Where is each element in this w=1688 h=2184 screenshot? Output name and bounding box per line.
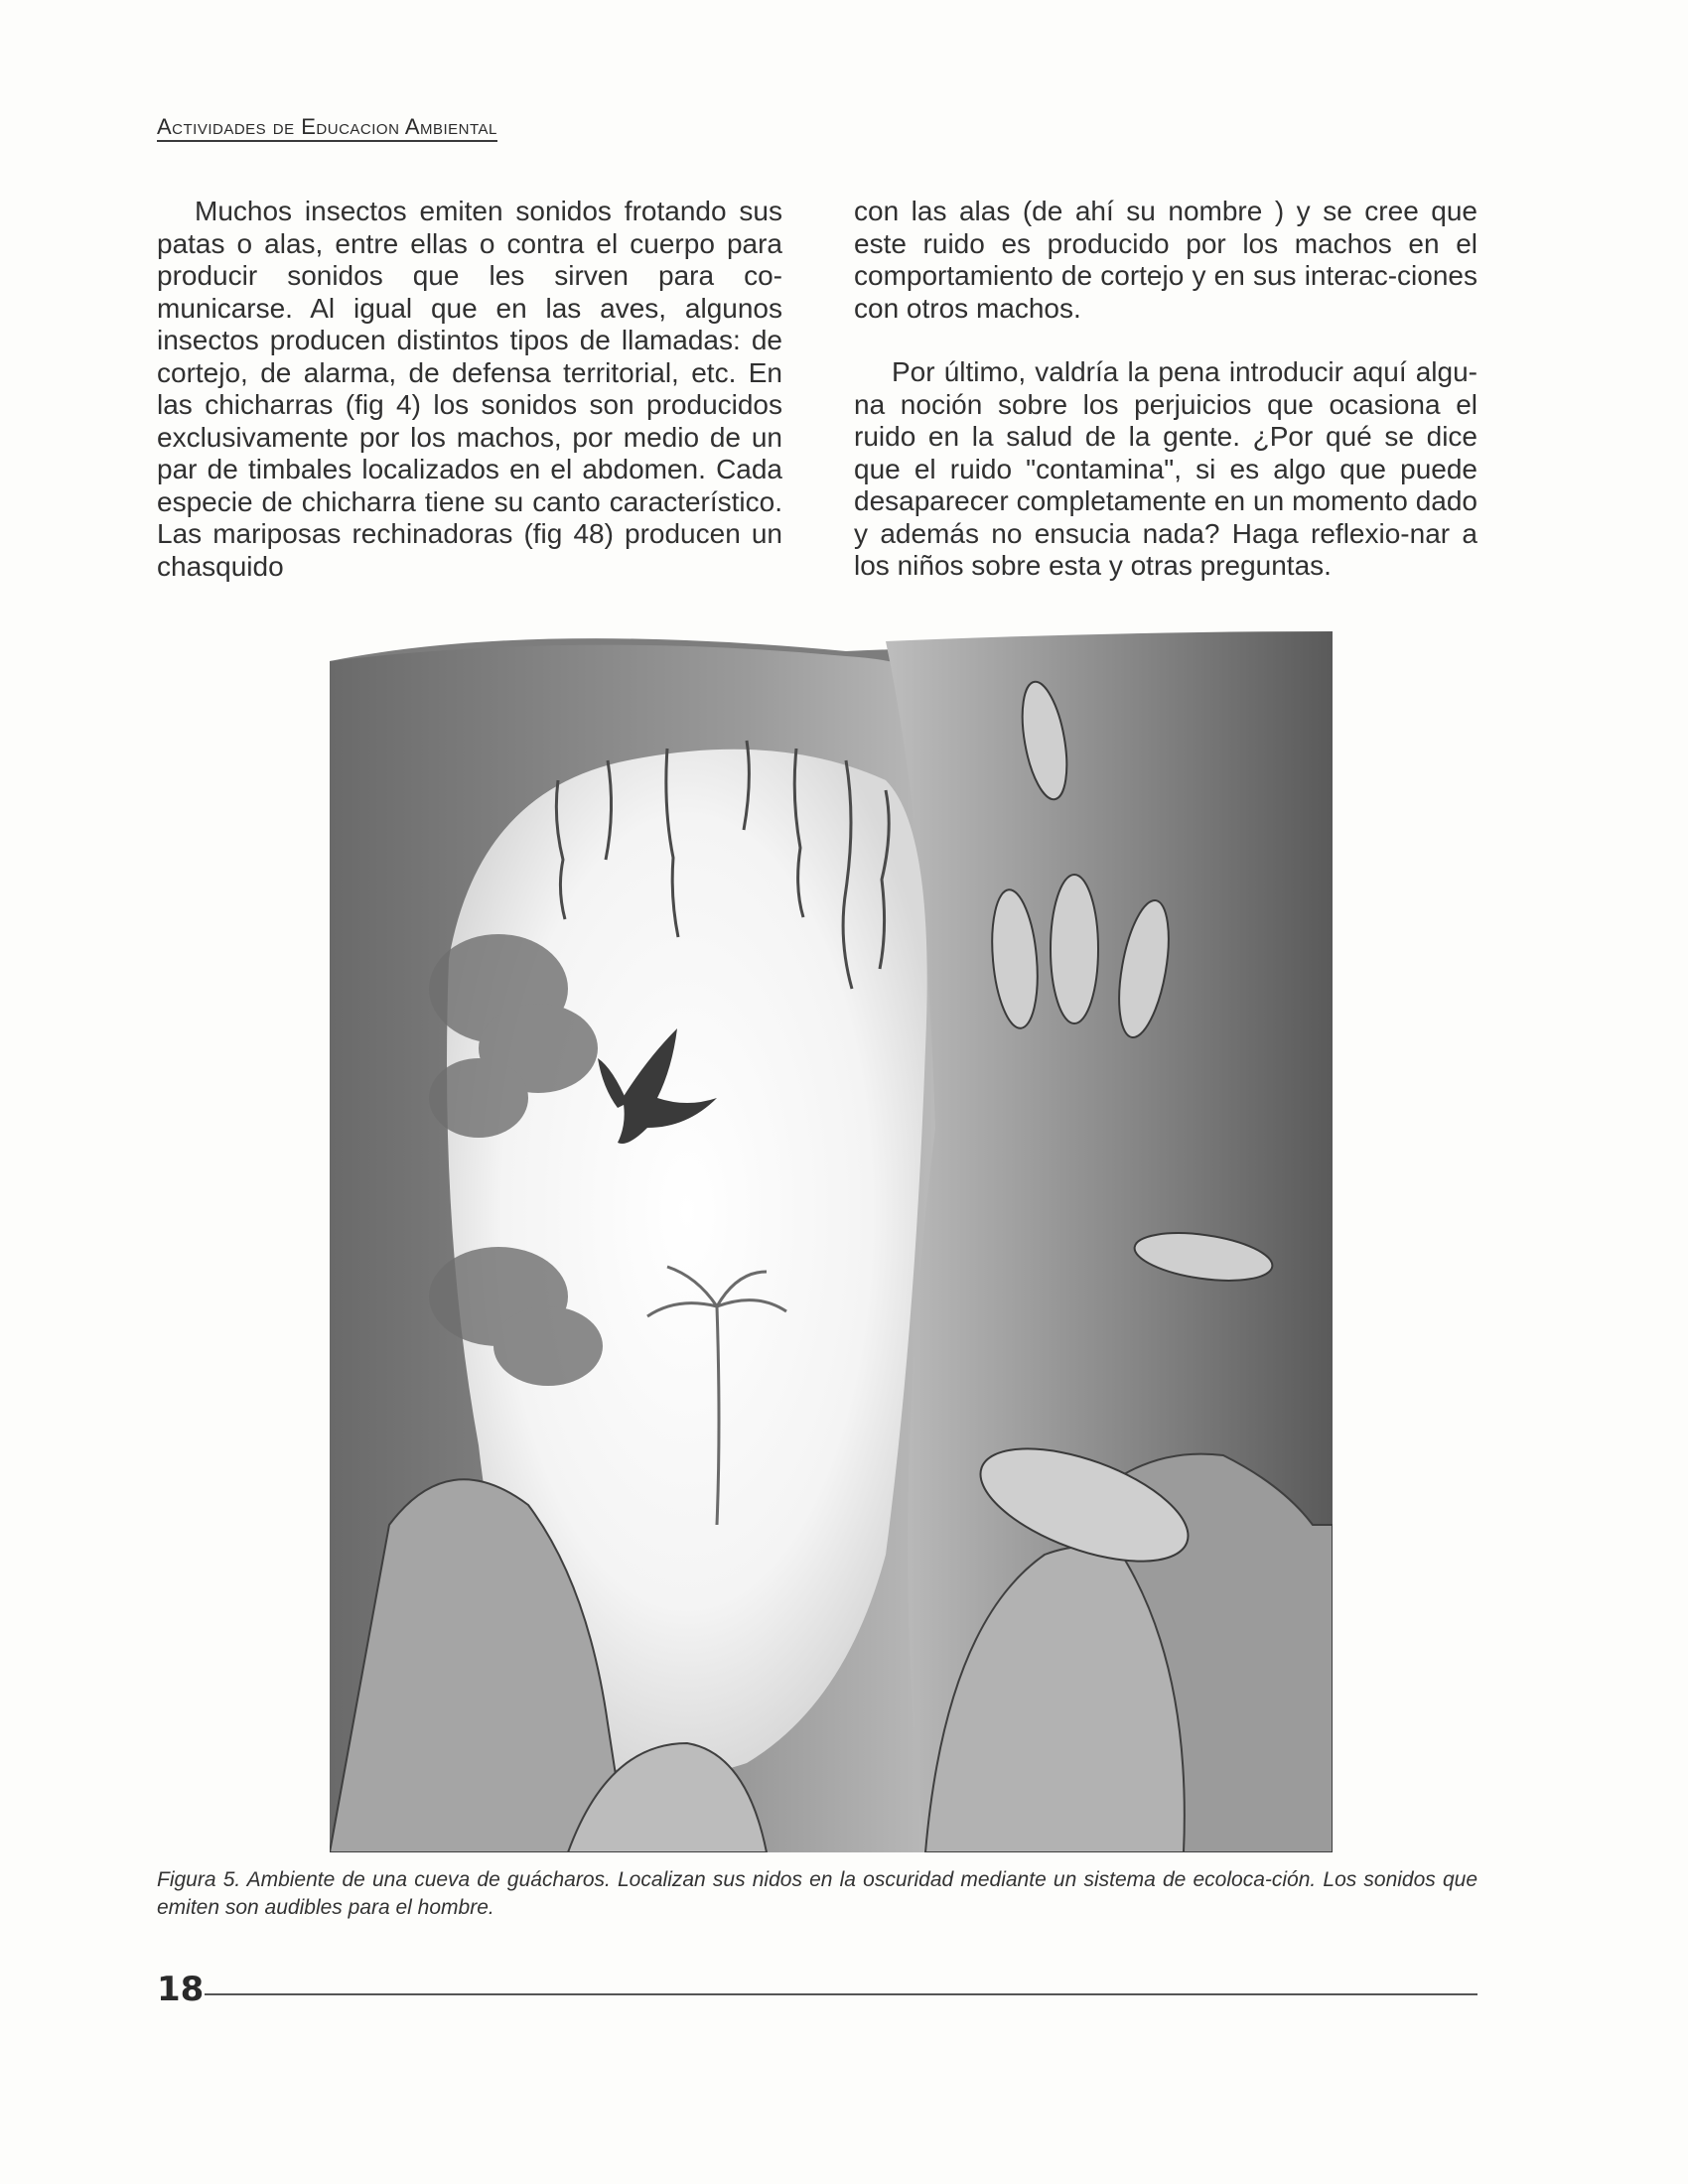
- footer-rule: [205, 1993, 1477, 1995]
- figure-caption: Figura 5. Ambiente de una cueva de guácharos. Localizan sus nidos en la oscuridad mediante un sistema de ecoloca-ción. Los sonidos que emiten son audibles para el hombre.: [157, 1868, 1477, 1919]
- paragraph: con las alas (de ahí su nombre ) y se cree que este ruido es producido por los machos en el comportamiento de cortejo y en sus interac-ciones con otros machos.: [854, 196, 1477, 324]
- left-column: [157, 196, 782, 583]
- paragraph: Por último, valdría la pena introducir aquí algu-na noción sobre los perjuicios que ocasiona el ruido en la salud de la gente. ¿Por qué se dice que el ruido "contamina", si es algo que puede desaparecer completamente en un momento dado y además no ensucia nada? Haga reflexio-nar a los niños sobre esta y otras preguntas.: [854, 356, 1477, 581]
- paragraph: Muchos insectos emiten sonidos frotando sus patas o alas, entre ellas o contra el cuerpo para producir sonidos que les sirven para co-municarse. Al igual que en las aves, algunos insectos producen distintos tipos de llamadas: de cortejo, de alarma, de defensa territorial, etc. En las chicharras (fig 4) los sonidos son producidos exclusivamente por los machos, por medio de un par de timbales localizados en el abdomen. Cada especie de chicharra tiene su canto característico. Las mariposas rechinadoras (fig 48) producen un chasquido: [157, 196, 782, 582]
- running-header: Actividades de Educacion Ambiental: [157, 115, 497, 142]
- right-column: [854, 196, 1477, 583]
- cave-illustration: [330, 631, 1333, 1852]
- page-number: 18: [157, 1970, 205, 2009]
